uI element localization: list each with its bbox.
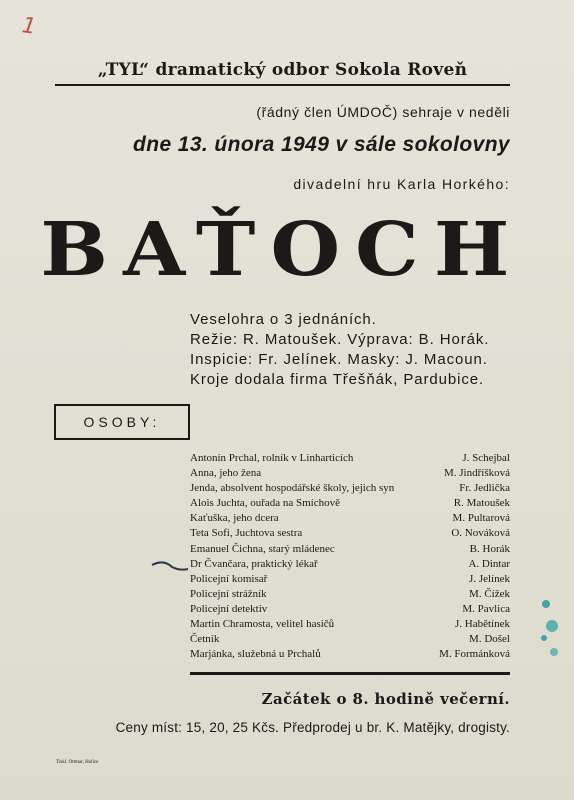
ticket-prices: Ceny míst: 15, 20, 25 Kčs. Předprodej u br. K. Matějky, drogisty. [115,720,510,735]
cast-row [190,511,510,526]
cast-heading-box: OSOBY: [54,404,190,440]
cast-row [190,572,510,587]
cast-role: Antonín Prchal, rolník v Linharticích [190,452,354,464]
cast-role: Emanuel Čichna, starý mládenec [190,542,335,555]
cast-row [190,587,510,602]
cast-actor: M. Jindříšková [444,467,510,480]
cast-role: Policejní komisař [190,572,268,585]
cast-row [190,466,510,481]
cast-actor: Fr. Jedlička [459,482,510,495]
cast-actor: M. Pultarová [452,512,510,525]
start-time: Začátek o 8. hodině večerní. [261,690,510,708]
ink-stain [530,590,570,670]
cast-row [190,496,510,511]
cast-row [190,647,510,662]
cast-role: Alois Juchta, ouřada na Smíchově [190,497,340,510]
play-intro: divadelní hru Karla Horkého: [293,176,510,192]
cast-actor: M. Pavlica [462,602,510,615]
organizer-heading: „TYL“ dramatický odbor Sokola Roveň [97,60,468,80]
cast-actor: B. Horák [469,542,510,555]
cast-actor: M. Došel [469,633,510,646]
cast-actor: J. Habětínek [455,618,510,631]
genre-line: Veselohra o 3 jednáních. [190,311,377,328]
cast-row [190,451,510,466]
play-title: BAŤOCH [40,207,525,293]
cast-actor: R. Matoušek [453,497,510,510]
date-line: dne 13. února 1949 v sále sokolovny [133,133,510,156]
prompter-line: Inspicie: Fr. Jelínek. Masky: J. Macoun. [190,351,488,368]
cast-actor: A. Dintar [468,557,510,570]
member-line: (řádný člen ÚMDOČ) sehraje v neděli [256,104,510,120]
costumes-line: Kroje dodala firma Třešňák, Pardubice. [190,371,485,388]
production-info [190,310,510,390]
cast-role: Dr Čvančara, praktický lékař [190,557,318,570]
direction-line: Režie: R. Matoušek. Výprava: B. Horák. [190,331,490,348]
cast-list [190,451,510,662]
cast-row [190,602,510,617]
cast-actor: M. Čížek [469,587,510,600]
cast-actor: J. Schejbal [462,452,510,464]
cast-role: Kaťuška, jeho dcera [190,512,279,525]
cast-row [190,481,510,496]
pencil-annotation: 1 [20,13,38,40]
cast-role: Teta Sofi, Juchtova sestra [190,527,303,540]
cast-role: Policejní strážník [190,587,267,600]
cast-row [190,542,510,557]
cast-role: Anna, jeho žena [190,467,262,480]
cast-actor: M. Formánková [439,648,510,661]
footer-rule [190,672,510,675]
cast-row [190,526,510,541]
cast-role: Policejní detektiv [190,602,268,615]
cast-actor: J. Jelínek [469,572,510,585]
heading-rule [55,84,510,86]
cast-row [190,557,510,572]
cast-role: Četník [190,633,220,646]
cast-role: Marjánka, služebná u Prchalů [190,648,321,661]
cast-row [190,632,510,647]
printer-imprint: Tiskl. Ottmar, Holice [56,760,99,765]
cast-actor: O. Nováková [451,527,510,540]
cast-role: Jenda, absolvent hospodářské školy, jejich syn [190,482,395,495]
cast-role: Martin Chramosta, velitel hasičů [190,618,335,631]
cast-row [190,617,510,632]
ink-smudge [150,555,190,575]
